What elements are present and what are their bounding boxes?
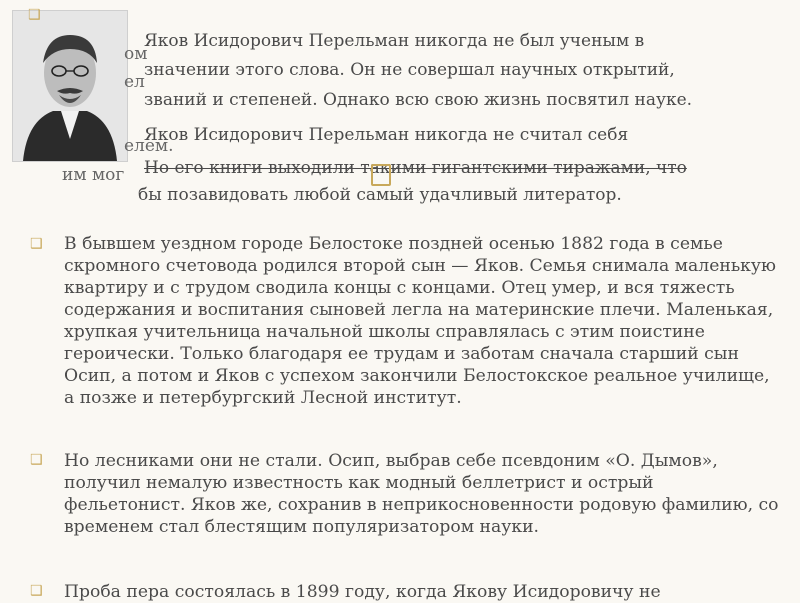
intro-line: значении этого слова. Он не совершал научных открытий, xyxy=(144,60,675,80)
paragraph-foresters: Но лесниками они не стали. Осип, выбрав себе псевдоним «О. Дымов», получил немалую известность как модный беллетрист и острый фельетонист. Яков же, сохранив в неприкосновенности родовую фамилию, со временем стал блестящим популяризатором науки. xyxy=(64,451,779,537)
intro-line: Яков Исидорович Перельман никогда не был ученым в xyxy=(144,31,645,51)
placeholder-box-icon xyxy=(371,164,391,186)
bullet-icon: ❑ xyxy=(30,583,43,599)
overlap-fragment: им мог xyxy=(62,165,125,185)
intro-line: бы позавидовать любой самый удачливый литератор. xyxy=(138,185,622,205)
portrait-drawing xyxy=(13,11,127,161)
bullet-icon: ❑ xyxy=(30,236,43,252)
overlap-fragment: ел xyxy=(124,72,145,92)
bullet-icon: ❑ xyxy=(28,7,41,23)
paragraph-biography: В бывшем уездном городе Белостоке поздней осенью 1882 года в семье скромного счетовода родился второй сын — Яков. Семья снимала маленькую квартиру и с трудом сводила концы с концами. Отец умер, и вся тяжесть содержания и воспитания сыновей легла на материнские плечи. Маленькая, хрупкая учительница начальной школы справлялась с этим поистине героически. Только благодаря ее трудам и заботам сначала старший сын Осип, а потом и Яков с успехом закончили Белостокское реальное училище, а позже и петербургский Лесной институт. xyxy=(64,234,777,408)
portrait-image xyxy=(12,7,128,162)
intro-line: Но его книги выходили такими гигантскими тиражами, что xyxy=(144,158,687,178)
bullet-icon: ❑ xyxy=(30,452,43,468)
intro-line: званий и степеней. Однако всю свою жизнь посвятил науке. xyxy=(144,90,693,110)
intro-line: Яков Исидорович Перельман никогда не считал себя xyxy=(144,125,629,145)
overlap-fragment: ом xyxy=(124,44,148,64)
paragraph-first-attempt: Проба пера состоялась в 1899 году, когда Якову Исидоровичу не xyxy=(64,582,661,602)
overlap-fragment: елем. xyxy=(124,136,174,156)
